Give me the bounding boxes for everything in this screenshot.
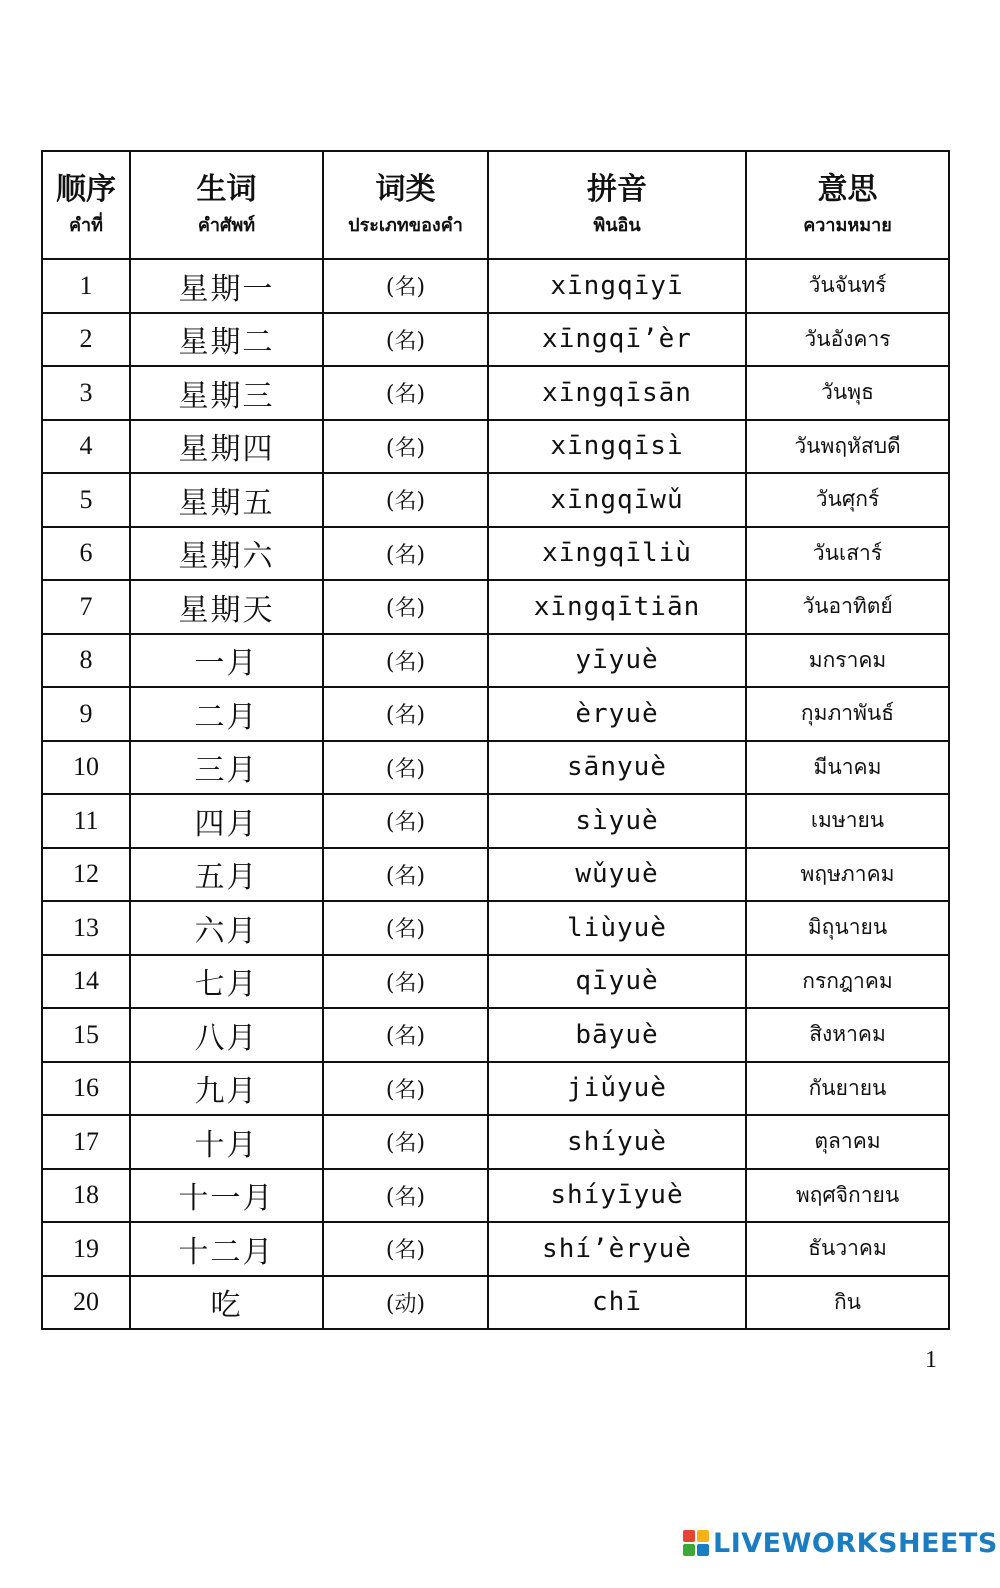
- meaning-cell: พฤศจิกายน: [746, 1169, 949, 1223]
- row-number-cell: 6: [42, 527, 130, 581]
- meaning-cell: วันอาทิตย์: [746, 580, 949, 634]
- row-number-cell: 16: [42, 1062, 130, 1116]
- row-number-cell: 9: [42, 687, 130, 741]
- pinyin-cell: xīngqītiān: [488, 580, 746, 634]
- table-row: [42, 794, 949, 848]
- row-number-cell: 12: [42, 848, 130, 902]
- table-row: [42, 1062, 949, 1116]
- table-row: [42, 259, 949, 313]
- word-type-cell: (名): [323, 366, 488, 420]
- word-cell: 九月: [130, 1062, 323, 1116]
- pinyin-cell: sìyuè: [488, 794, 746, 848]
- header-cell: [130, 151, 323, 259]
- header-thai-label: คำศัพท์: [197, 215, 256, 236]
- table-row: [42, 1169, 949, 1223]
- word-type-cell: (名): [323, 473, 488, 527]
- row-number-cell: 15: [42, 1008, 130, 1062]
- meaning-cell: กิน: [746, 1276, 949, 1330]
- header-chinese-label: 生词: [196, 172, 257, 207]
- header-cell: [323, 151, 488, 259]
- pinyin-cell: xīngqīwǔ: [488, 473, 746, 527]
- pinyin-cell: wǔyuè: [488, 848, 746, 902]
- word-type-cell: (名): [323, 420, 488, 474]
- header-cell: [42, 151, 130, 259]
- meaning-cell: วันอังคาร: [746, 313, 949, 367]
- pinyin-cell: jiǔyuè: [488, 1062, 746, 1116]
- table-row: [42, 366, 949, 420]
- word-type-cell: (名): [323, 848, 488, 902]
- pinyin-cell: sānyuè: [488, 741, 746, 795]
- pinyin-cell: xīngqī’èr: [488, 313, 746, 367]
- word-type-cell: (名): [323, 741, 488, 795]
- table-row: [42, 527, 949, 581]
- pinyin-cell: xīngqīsì: [488, 420, 746, 474]
- word-type-cell: (名): [323, 313, 488, 367]
- row-number-cell: 14: [42, 955, 130, 1009]
- table-row: [42, 901, 949, 955]
- word-cell: 五月: [130, 848, 323, 902]
- table-row: [42, 1276, 949, 1330]
- table-row: [42, 848, 949, 902]
- row-number-cell: 1: [42, 259, 130, 313]
- meaning-cell: วันพฤหัสบดี: [746, 420, 949, 474]
- logo-square-green: [683, 1544, 695, 1556]
- word-type-cell: (动): [323, 1276, 488, 1330]
- word-type-cell: (名): [323, 1169, 488, 1223]
- word-type-cell: (名): [323, 794, 488, 848]
- row-number-cell: 3: [42, 366, 130, 420]
- row-number-cell: 10: [42, 741, 130, 795]
- row-number-cell: 5: [42, 473, 130, 527]
- pinyin-cell: xīngqīyī: [488, 259, 746, 313]
- word-cell: 十二月: [130, 1222, 323, 1276]
- word-cell: 吃: [130, 1276, 323, 1330]
- table-row: [42, 473, 949, 527]
- word-cell: 星期四: [130, 420, 323, 474]
- liveworksheets-logo-icon: [683, 1530, 709, 1556]
- word-cell: 六月: [130, 901, 323, 955]
- row-number-cell: 18: [42, 1169, 130, 1223]
- meaning-cell: มีนาคม: [746, 741, 949, 795]
- row-number-cell: 13: [42, 901, 130, 955]
- word-type-cell: (名): [323, 580, 488, 634]
- row-number-cell: 4: [42, 420, 130, 474]
- header-chinese-label: 意思: [817, 172, 878, 207]
- meaning-cell: วันศุกร์: [746, 473, 949, 527]
- row-number-cell: 8: [42, 634, 130, 688]
- row-number-cell: 20: [42, 1276, 130, 1330]
- row-number-cell: 17: [42, 1115, 130, 1169]
- meaning-cell: วันพุธ: [746, 366, 949, 420]
- word-cell: 三月: [130, 741, 323, 795]
- table-row: [42, 1222, 949, 1276]
- table-header-row: [42, 151, 949, 259]
- table-row: [42, 687, 949, 741]
- word-type-cell: (名): [323, 955, 488, 1009]
- word-cell: 八月: [130, 1008, 323, 1062]
- pinyin-cell: xīngqīsān: [488, 366, 746, 420]
- word-type-cell: (名): [323, 527, 488, 581]
- header-chinese-label: 拼音: [587, 172, 647, 207]
- table-row: [42, 1008, 949, 1062]
- table-row: [42, 1115, 949, 1169]
- header-chinese-label: 顺序: [56, 172, 116, 207]
- pinyin-cell: chī: [488, 1276, 746, 1330]
- header-chinese-label: 词类: [375, 172, 436, 207]
- word-type-cell: (名): [323, 901, 488, 955]
- table-row: [42, 955, 949, 1009]
- header-thai-label: ประเภทของคำ: [348, 215, 463, 236]
- pinyin-cell: liùyuè: [488, 901, 746, 955]
- word-cell: 十一月: [130, 1169, 323, 1223]
- row-number-cell: 19: [42, 1222, 130, 1276]
- table-row: [42, 580, 949, 634]
- pinyin-cell: xīngqīliù: [488, 527, 746, 581]
- brand-text: LIVEWORKSHEETS: [713, 1527, 998, 1559]
- word-cell: 二月: [130, 687, 323, 741]
- word-type-cell: (名): [323, 1008, 488, 1062]
- word-cell: 星期五: [130, 473, 323, 527]
- logo-square-yellow: [697, 1530, 709, 1542]
- meaning-cell: ธันวาคม: [746, 1222, 949, 1276]
- word-type-cell: (名): [323, 1062, 488, 1116]
- pinyin-cell: èryuè: [488, 687, 746, 741]
- row-number-cell: 7: [42, 580, 130, 634]
- word-type-cell: (名): [323, 1115, 488, 1169]
- row-number-cell: 11: [42, 794, 130, 848]
- word-cell: 一月: [130, 634, 323, 688]
- pinyin-cell: shíyīyuè: [488, 1169, 746, 1223]
- vocabulary-table: [41, 150, 950, 1330]
- meaning-cell: กุมภาพันธ์: [746, 687, 949, 741]
- header-thai-label: ความหมาย: [803, 215, 892, 236]
- table-row: [42, 420, 949, 474]
- header-thai-label: คำที่: [68, 215, 103, 236]
- header-cell: [746, 151, 949, 259]
- logo-square-blue: [697, 1544, 709, 1556]
- meaning-cell: มิถุนายน: [746, 901, 949, 955]
- meaning-cell: วันจันทร์: [746, 259, 949, 313]
- word-cell: 四月: [130, 794, 323, 848]
- row-number-cell: 2: [42, 313, 130, 367]
- pinyin-cell: yīyuè: [488, 634, 746, 688]
- logo-square-red: [683, 1530, 695, 1542]
- word-cell: 七月: [130, 955, 323, 1009]
- meaning-cell: กันยายน: [746, 1062, 949, 1116]
- pinyin-cell: shí’èryuè: [488, 1222, 746, 1276]
- word-type-cell: (名): [323, 687, 488, 741]
- word-cell: 星期天: [130, 580, 323, 634]
- meaning-cell: สิงหาคม: [746, 1008, 949, 1062]
- word-cell: 星期一: [130, 259, 323, 313]
- meaning-cell: พฤษภาคม: [746, 848, 949, 902]
- table-row: [42, 634, 949, 688]
- word-cell: 星期三: [130, 366, 323, 420]
- meaning-cell: มกราคม: [746, 634, 949, 688]
- liveworksheets-brand[interactable]: [683, 1528, 998, 1558]
- word-type-cell: (名): [323, 1222, 488, 1276]
- word-cell: 星期二: [130, 313, 323, 367]
- header-cell: [488, 151, 746, 259]
- pinyin-cell: qīyuè: [488, 955, 746, 1009]
- header-thai-label: พินอิน: [593, 215, 641, 236]
- word-type-cell: (名): [323, 259, 488, 313]
- table-body: [42, 259, 949, 1329]
- word-cell: 十月: [130, 1115, 323, 1169]
- page-number: 1: [925, 1347, 937, 1373]
- table-row: [42, 313, 949, 367]
- word-type-cell: (名): [323, 634, 488, 688]
- meaning-cell: วันเสาร์: [746, 527, 949, 581]
- meaning-cell: กรกฎาคม: [746, 955, 949, 1009]
- word-cell: 星期六: [130, 527, 323, 581]
- table-row: [42, 741, 949, 795]
- meaning-cell: เมษายน: [746, 794, 949, 848]
- meaning-cell: ตุลาคม: [746, 1115, 949, 1169]
- pinyin-cell: bāyuè: [488, 1008, 746, 1062]
- pinyin-cell: shíyuè: [488, 1115, 746, 1169]
